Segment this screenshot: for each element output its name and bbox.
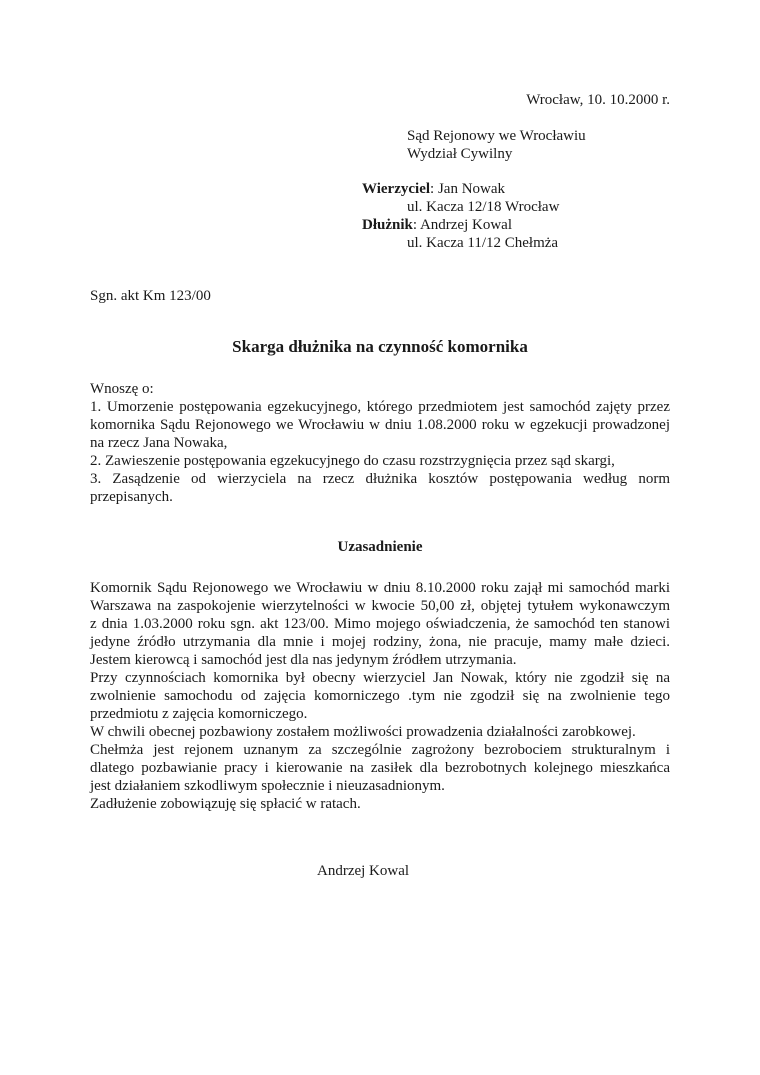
- justification-line: zwolnienie samochodu od zajęcia komorniczego .tym nie zgodził się na zwolnienie tego: [90, 688, 670, 704]
- justification-section: [90, 579, 670, 813]
- request-line: 1. Umorzenie postępowania egzekucyjnego, którego przedmiotem jest samochód zajęty przez: [90, 399, 670, 415]
- creditor-line: [362, 180, 505, 198]
- creditor-name: : Jan Nowak: [430, 181, 506, 197]
- request-line: przepisanych.: [90, 489, 173, 505]
- debtor-label: Dłużnik: [362, 217, 413, 233]
- debtor-name: : Andrzej Kowal: [412, 217, 512, 233]
- justification-line: jest działaniem szkodliwym społecznie i nieuzasadnionym.: [90, 778, 445, 794]
- justification-heading: Uzasadnienie: [337, 539, 423, 555]
- request-line: na rzecz Jana Nowaka,: [90, 435, 228, 451]
- justification-line: z dnia 1.03.2000 roku sgn. akt 123/00. Mimo mojego oświadczenia, że samochód ten stanowi: [90, 616, 670, 632]
- justification-line: Jestem kierowcą i samochód jest dla nas jedynym źródłem utrzymania.: [90, 652, 517, 668]
- requests-section: [90, 380, 670, 506]
- justification-line: przedmiotu z zajęcia komorniczego.: [90, 706, 308, 722]
- court-division: Wydział Cywilny: [407, 146, 513, 162]
- requests-intro: Wnoszę o:: [90, 381, 154, 397]
- request-line: 2. Zawieszenie postępowania egzekucyjnego do czasu rozstrzygnięcia przez sąd skargi,: [90, 453, 615, 469]
- justification-line: Komornik Sądu Rejonowego we Wrocławiu w dniu 8.10.2000 roku zajął mi samochód marki: [90, 580, 670, 596]
- place-date: Wrocław, 10. 10.2000 r.: [526, 92, 670, 108]
- justification-line: Chełmża jest rejonem uznanym za szczególnie zagrożony bezrobociem strukturalnym i: [90, 742, 670, 758]
- justification-line: Zadłużenie zobowiązuję się spłacić w ratach.: [90, 796, 361, 812]
- justification-line: jedyne źródło utrzymania dla mnie i mojej rodziny, żona, nie pracuje, mamy małe dzieci.: [90, 634, 670, 650]
- justification-line: dlatego pozbawianie pracy i kierowanie na zasiłek dla bezrobotnych kolejnego mieszkańca: [90, 760, 670, 776]
- creditor-label: Wierzyciel: [362, 181, 431, 197]
- debtor-address: ul. Kacza 11/12 Chełmża: [407, 235, 559, 251]
- creditor-address: ul. Kacza 12/18 Wrocław: [407, 199, 560, 215]
- request-line: 3. Zasądzenie od wierzyciela na rzecz dłużnika kosztów postępowania według norm: [90, 471, 670, 487]
- justification-line: Przy czynnościach komornika był obecny wierzyciel Jan Nowak, który nie zgodził się na: [90, 670, 670, 686]
- justification-line: Warszawa na zaspokojenie wierzytelności w kwocie 50,00 zł, objętej tytułem wykonawczym: [90, 598, 670, 614]
- court-name: Sąd Rejonowy we Wrocławiu: [407, 128, 586, 144]
- request-line: komornika Sądu Rejonowego we Wrocławiu w dniu 1.08.2000 roku w egzekucji prowadzonej: [90, 417, 670, 433]
- case-reference: Sgn. akt Km 123/00: [90, 288, 211, 304]
- debtor-line: [362, 216, 512, 234]
- signature: Andrzej Kowal: [317, 863, 410, 879]
- justification-line: W chwili obecnej pozbawiony zostałem możliwości prowadzenia działalności zarobkowej.: [90, 724, 636, 740]
- document-title: Skarga dłużnika na czynność komornika: [232, 337, 528, 356]
